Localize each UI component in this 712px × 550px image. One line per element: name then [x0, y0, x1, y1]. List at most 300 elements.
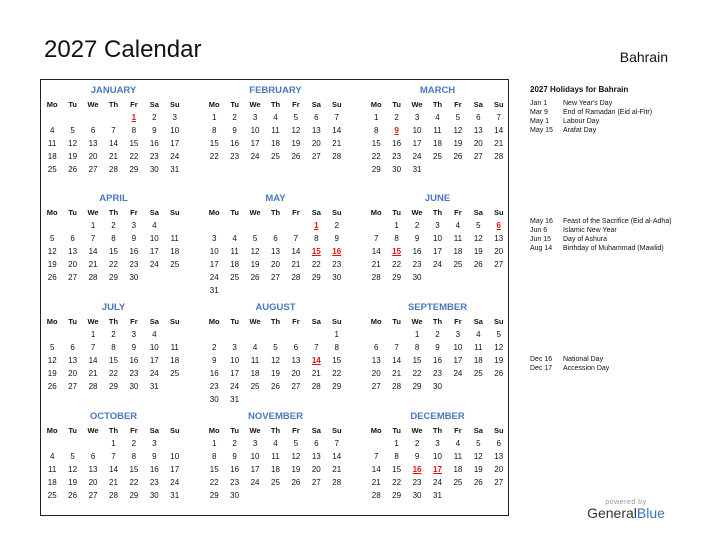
holiday-date: Jun 6 [530, 227, 548, 234]
month-name: AUGUST [255, 302, 296, 313]
month-name: MAY [265, 193, 286, 204]
day-cell: 21 [88, 260, 98, 269]
weekday-header [42, 98, 185, 111]
day-cell [448, 163, 468, 176]
weekday-label: Sa [311, 100, 321, 109]
day-cell: 11 [271, 126, 280, 135]
month-name: NOVEMBER [248, 411, 303, 422]
holiday-day-cell: 1 [314, 221, 319, 230]
page-title: 2027 Calendar [44, 36, 202, 63]
day-cell: 17 [412, 139, 422, 148]
weekday-label: Su [169, 100, 180, 109]
day-cell: 24 [250, 478, 260, 487]
weekday-label: Th [270, 426, 281, 435]
day-cell: 7 [90, 234, 96, 243]
weekday-label: Th [270, 208, 281, 217]
day-cell: 8 [111, 234, 116, 243]
day-cell: 22 [109, 369, 118, 378]
weekday-label: Su [493, 426, 504, 435]
day-cell: 4 [49, 126, 55, 135]
day-cell [489, 271, 509, 284]
day-cell: 14 [392, 356, 402, 365]
day-cell: 3 [131, 330, 137, 339]
holiday-item [530, 245, 690, 254]
day-cell: 2 [211, 343, 217, 352]
day-cell: 11 [433, 126, 442, 135]
weekday-label: Th [432, 100, 443, 109]
day-cell: 20 [88, 478, 98, 487]
day-cell: 18 [271, 465, 280, 474]
generalblue-logo [583, 499, 669, 521]
day-cell: 18 [170, 356, 180, 365]
day-cell: 11 [453, 234, 463, 243]
day-cell: 26 [494, 369, 504, 378]
day-cell: 13 [88, 465, 98, 474]
day-cell: 2 [131, 439, 137, 448]
brand-name [583, 505, 669, 521]
weekday-label: Tu [392, 208, 401, 217]
weekday-label: Tu [392, 426, 401, 435]
holiday-name: End of Ramadan (Eid al-Fitr) [563, 109, 653, 116]
week-row [366, 111, 509, 124]
day-cell: 25 [170, 260, 180, 269]
day-cell: 22 [392, 478, 402, 487]
day-cell: 9 [334, 234, 339, 243]
month-november [204, 410, 347, 502]
day-cell: 12 [291, 126, 301, 135]
day-cell: 30 [392, 165, 402, 174]
day-cell: 23 [129, 260, 139, 269]
day-cell: 8 [334, 343, 339, 352]
day-cell: 17 [149, 356, 159, 365]
holiday-name: Birthday of Muhammad (Mawlid) [563, 245, 664, 252]
day-cell [83, 111, 103, 124]
day-cell: 25 [47, 491, 57, 500]
day-cell [204, 328, 224, 341]
day-cell: 5 [273, 343, 278, 352]
weekday-label: Su [493, 208, 504, 217]
weekday-label: Mo [46, 100, 58, 109]
day-cell: 6 [90, 126, 96, 135]
day-cell: 26 [473, 260, 483, 269]
day-cell: 24 [149, 260, 159, 269]
day-cell: 19 [291, 139, 301, 148]
weekday-label: Tu [68, 317, 77, 326]
day-cell: 4 [152, 330, 157, 339]
day-cell: 4 [273, 439, 278, 448]
day-cell: 6 [314, 439, 319, 448]
day-cell: 30 [332, 273, 342, 282]
weekday-label: Fr [130, 100, 138, 109]
week-row [204, 393, 347, 406]
weekday-label: Th [432, 426, 443, 435]
day-cell: 4 [273, 113, 278, 122]
day-cell: 10 [433, 452, 442, 461]
day-cell: 11 [170, 343, 179, 352]
month-name: JANUARY [90, 85, 137, 96]
day-cell: 14 [332, 452, 342, 461]
day-cell [489, 380, 509, 393]
weekday-label: Mo [46, 317, 58, 326]
day-cell: 3 [414, 113, 420, 122]
day-cell: 19 [47, 260, 57, 269]
week-row [366, 258, 509, 271]
day-cell: 10 [149, 234, 159, 243]
day-cell: 2 [435, 330, 440, 339]
holiday-date: Dec 16 [530, 356, 553, 363]
day-cell: 11 [474, 343, 483, 352]
weekday-label: Fr [130, 208, 138, 217]
weekday-label: Fr [454, 426, 462, 435]
month-name: OCTOBER [89, 411, 138, 422]
day-cell: 16 [129, 356, 139, 365]
day-cell: 20 [291, 369, 301, 378]
day-cell: 3 [131, 221, 137, 230]
day-cell: 3 [435, 221, 440, 230]
day-cell [306, 284, 326, 297]
day-cell: 18 [453, 465, 463, 474]
day-cell: 5 [49, 234, 55, 243]
day-cell: 3 [252, 439, 258, 448]
month-april [42, 192, 185, 284]
day-cell [42, 437, 62, 450]
day-cell: 4 [476, 330, 481, 339]
day-cell [327, 284, 347, 297]
day-cell: 5 [70, 126, 75, 135]
day-cell: 16 [392, 139, 402, 148]
day-cell: 19 [291, 465, 301, 474]
week-row [204, 380, 347, 393]
week-row [42, 111, 185, 124]
day-cell: 1 [90, 330, 96, 339]
day-cell: 27 [68, 382, 78, 391]
day-cell: 28 [392, 382, 402, 391]
day-cell: 28 [109, 165, 118, 174]
day-cell: 6 [476, 113, 481, 122]
day-cell [327, 393, 347, 406]
week-row [42, 137, 185, 150]
day-cell: 30 [209, 395, 219, 404]
day-cell [489, 163, 509, 176]
day-cell: 18 [271, 139, 280, 148]
day-cell: 31 [412, 165, 422, 174]
day-cell: 13 [68, 247, 78, 256]
day-cell: 19 [271, 369, 280, 378]
day-cell: 22 [332, 369, 342, 378]
day-cell: 12 [494, 343, 504, 352]
day-cell: 3 [252, 113, 258, 122]
day-cell: 11 [230, 247, 239, 256]
day-cell [83, 437, 103, 450]
day-cell: 29 [371, 165, 381, 174]
day-cell: 7 [111, 452, 116, 461]
day-cell: 26 [68, 491, 78, 500]
week-row [42, 258, 185, 271]
day-cell: 28 [371, 273, 381, 282]
day-cell: 31 [209, 286, 219, 295]
weekday-label: Mo [370, 208, 382, 217]
day-cell: 24 [170, 478, 180, 487]
week-row [42, 437, 185, 450]
day-cell [42, 111, 62, 124]
day-cell: 11 [271, 452, 280, 461]
day-cell: 31 [433, 491, 442, 500]
week-row [204, 354, 347, 367]
holiday-group [530, 218, 690, 254]
day-cell: 20 [311, 465, 321, 474]
month-june [366, 192, 509, 284]
holiday-day-cell: 9 [394, 126, 399, 135]
weekday-header [204, 315, 347, 328]
day-cell: 12 [47, 356, 57, 365]
day-cell: 18 [433, 139, 442, 148]
week-row [366, 380, 509, 393]
day-cell: 13 [311, 452, 321, 461]
day-cell: 3 [455, 330, 461, 339]
week-row [366, 328, 509, 341]
day-cell: 18 [170, 247, 180, 256]
day-cell: 23 [412, 260, 422, 269]
day-cell: 15 [392, 465, 402, 474]
weekday-label: Mo [370, 317, 382, 326]
day-cell: 6 [70, 343, 75, 352]
day-cell: 22 [209, 478, 219, 487]
holiday-date: Jan 1 [530, 100, 548, 107]
weekday-label: Fr [292, 317, 300, 326]
day-cell: 18 [453, 247, 463, 256]
day-cell: 29 [412, 382, 422, 391]
day-cell: 24 [433, 478, 442, 487]
day-cell: 18 [47, 152, 57, 161]
day-cell: 19 [453, 139, 463, 148]
day-cell: 15 [209, 139, 219, 148]
weekday-label: We [411, 317, 423, 326]
day-cell: 1 [334, 330, 339, 339]
day-cell: 9 [152, 452, 157, 461]
day-cell: 27 [311, 478, 321, 487]
day-cell: 7 [90, 343, 96, 352]
day-cell: 2 [334, 221, 339, 230]
holidays-title: 2027 Holidays for Bahrain [530, 85, 629, 94]
day-cell [204, 219, 224, 232]
day-cell: 17 [230, 369, 240, 378]
week-row [42, 489, 185, 502]
day-cell: 30 [412, 491, 422, 500]
day-cell: 2 [232, 113, 237, 122]
holiday-date: May 1 [530, 118, 550, 125]
day-cell: 23 [332, 260, 342, 269]
day-cell: 5 [476, 221, 481, 230]
day-cell: 25 [453, 260, 463, 269]
day-cell: 2 [394, 113, 399, 122]
day-cell: 13 [494, 234, 504, 243]
day-cell: 22 [311, 260, 321, 269]
day-cell: 13 [371, 356, 381, 365]
holiday-day-cell: 15 [392, 247, 402, 256]
day-cell: 9 [232, 452, 237, 461]
holiday-item [530, 356, 690, 365]
holiday-group [530, 100, 690, 136]
month-october [42, 410, 185, 502]
day-cell: 7 [293, 234, 299, 243]
holiday-name: Accession Day [563, 365, 610, 372]
weekday-label: Su [169, 426, 180, 435]
weekday-header [204, 424, 347, 437]
day-cell: 8 [314, 234, 319, 243]
day-cell: 2 [111, 330, 116, 339]
day-cell: 25 [170, 369, 180, 378]
day-cell: 24 [149, 369, 159, 378]
day-cell [286, 393, 306, 406]
weekday-label: Th [270, 317, 281, 326]
week-row [366, 489, 509, 502]
day-cell: 15 [412, 356, 422, 365]
week-row [42, 245, 185, 258]
day-cell: 6 [293, 343, 299, 352]
day-cell: 12 [473, 234, 483, 243]
day-cell: 18 [230, 260, 240, 269]
week-row [42, 271, 185, 284]
weekday-label: Sa [473, 426, 483, 435]
month-september [366, 301, 509, 393]
day-cell: 15 [109, 356, 118, 365]
day-cell: 7 [394, 343, 399, 352]
day-cell: 12 [271, 356, 280, 365]
weekday-label: Sa [311, 317, 321, 326]
day-cell: 15 [371, 139, 381, 148]
day-cell: 27 [88, 165, 98, 174]
week-row [42, 219, 185, 232]
day-cell: 12 [47, 247, 57, 256]
day-cell: 1 [211, 439, 217, 448]
weekday-label: Th [108, 317, 119, 326]
day-cell: 10 [433, 234, 442, 243]
weekday-label: Th [432, 317, 443, 326]
day-cell: 23 [230, 478, 240, 487]
weekday-label: Su [331, 426, 342, 435]
day-cell: 8 [211, 126, 217, 135]
day-cell [448, 489, 468, 502]
weekday-header [42, 424, 185, 437]
holiday-name: Feast of the Sacrifice (Eid al-Adha) [563, 218, 672, 225]
weekday-label: Th [108, 426, 119, 435]
day-cell [165, 328, 185, 341]
holiday-item [530, 236, 690, 245]
day-cell [165, 437, 185, 450]
day-cell: 1 [111, 439, 116, 448]
day-cell [306, 489, 326, 502]
day-cell: 10 [412, 126, 422, 135]
day-cell: 23 [129, 369, 139, 378]
day-cell: 11 [453, 452, 463, 461]
weekday-label: Mo [208, 317, 220, 326]
weekday-header [366, 206, 509, 219]
day-cell: 24 [453, 369, 463, 378]
day-cell: 19 [68, 478, 78, 487]
day-cell: 14 [494, 126, 504, 135]
day-cell: 16 [149, 465, 159, 474]
week-row [366, 354, 509, 367]
month-march [366, 84, 509, 176]
holiday-date: Jun 15 [530, 236, 552, 243]
day-cell: 5 [252, 234, 258, 243]
day-cell: 28 [311, 382, 321, 391]
day-cell: 15 [109, 247, 118, 256]
day-cell [224, 328, 244, 341]
day-cell: 30 [149, 491, 159, 500]
day-cell: 12 [291, 452, 301, 461]
day-cell: 9 [414, 452, 420, 461]
week-row [204, 124, 347, 137]
day-cell: 19 [494, 356, 504, 365]
day-cell: 31 [170, 491, 180, 500]
day-cell: 27 [271, 273, 280, 282]
weekday-label: Sa [149, 317, 159, 326]
day-cell: 24 [250, 152, 260, 161]
day-cell: 29 [392, 273, 402, 282]
week-row [366, 450, 509, 463]
weekday-label: Tu [230, 317, 239, 326]
day-cell [224, 219, 244, 232]
day-cell: 12 [473, 452, 483, 461]
weekday-label: We [411, 426, 423, 435]
day-cell: 11 [170, 234, 179, 243]
day-cell: 10 [149, 343, 159, 352]
day-cell [265, 284, 285, 297]
day-cell: 25 [473, 369, 483, 378]
week-row [366, 245, 509, 258]
day-cell: 6 [70, 234, 75, 243]
day-cell: 22 [371, 152, 381, 161]
day-cell: 9 [131, 343, 137, 352]
day-cell: 22 [129, 478, 139, 487]
day-cell: 21 [311, 369, 321, 378]
weekday-label: Fr [292, 208, 300, 217]
day-cell [448, 380, 468, 393]
weekday-label: Sa [311, 208, 321, 217]
day-cell: 1 [211, 113, 217, 122]
weekday-label: Sa [149, 100, 159, 109]
holiday-item [530, 127, 690, 136]
day-cell: 8 [211, 452, 217, 461]
day-cell: 10 [209, 247, 219, 256]
day-cell: 12 [250, 247, 260, 256]
day-cell: 30 [433, 382, 442, 391]
day-cell: 7 [314, 343, 319, 352]
week-row [42, 367, 185, 380]
day-cell: 23 [149, 152, 159, 161]
month-name: MARCH [419, 85, 456, 96]
weekday-label: Mo [46, 208, 58, 217]
day-cell: 14 [371, 247, 381, 256]
day-cell: 6 [373, 343, 379, 352]
weekday-label: Su [169, 317, 180, 326]
day-cell [62, 111, 82, 124]
week-row [204, 450, 347, 463]
holiday-name: Day of Ashura [563, 236, 607, 243]
weekday-label: Tu [230, 208, 239, 217]
day-cell: 15 [129, 139, 139, 148]
day-cell: 10 [250, 452, 260, 461]
day-cell: 26 [47, 273, 57, 282]
day-cell: 16 [230, 139, 240, 148]
weekday-header [42, 315, 185, 328]
day-cell: 7 [373, 452, 379, 461]
day-cell [468, 271, 488, 284]
day-cell: 22 [392, 260, 402, 269]
month-name: JULY [101, 302, 126, 313]
day-cell: 12 [453, 126, 463, 135]
